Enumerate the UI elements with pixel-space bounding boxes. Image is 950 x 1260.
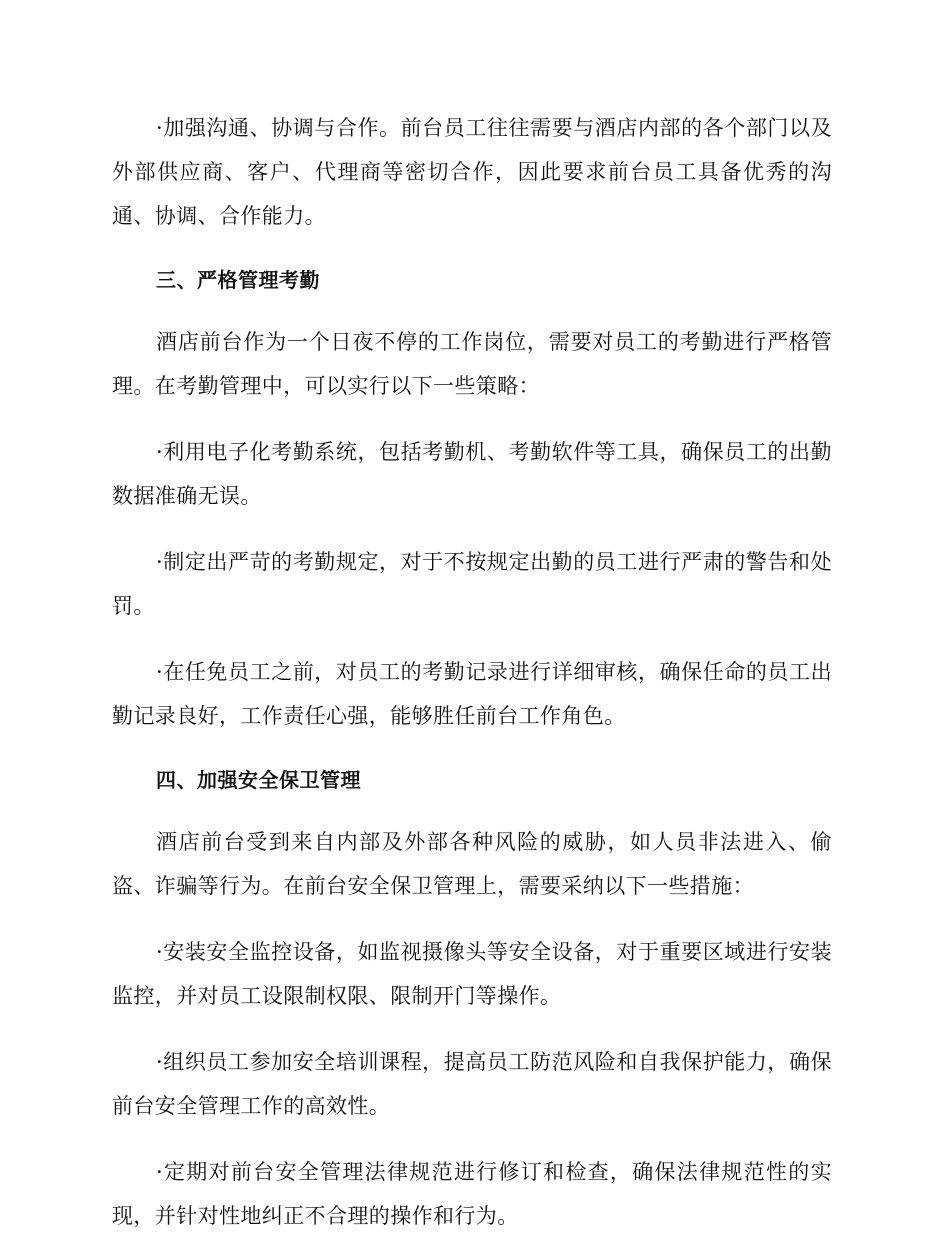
section-heading-attendance: 三、严格管理考勤 (156, 268, 320, 292)
paragraph-attendance-review: ·在任免员工之前，对员工的考勤记录进行详细审核，确保任命的员工出勤记录良好，工作责任心强，能够胜任前台工作角色。 (112, 660, 832, 728)
paragraph-security-regulation: ·定期对前台安全管理法律规范进行修订和检查，确保法律规范性的实现，并针对性地纠正不合理的操作和行为。 (112, 1160, 832, 1228)
paragraph-security-intro: 酒店前台受到来自内部及外部各种风险的威胁，如人员非法进入、偷盗、诈骗等行为。在前台安全保卫管理上，需要采纳以下一些措施： (112, 830, 832, 898)
paragraph-communication: ·加强沟通、协调与合作。前台员工往往需要与酒店内部的各个部门以及外部供应商、客户、代理商等密切合作，因此要求前台员工具备优秀的沟通、协调、合作能力。 (112, 116, 832, 228)
paragraph-attendance-intro: 酒店前台作为一个日夜不停的工作岗位，需要对员工的考勤进行严格管理。在考勤管理中，可以实行以下一些策略： (112, 330, 832, 398)
paragraph-security-monitoring: ·安装安全监控设备，如监视摄像头等安全设备，对于重要区域进行安装监控，并对员工设限制权限、限制开门等操作。 (112, 940, 832, 1008)
paragraph-attendance-rules: ·制定出严苛的考勤规定，对于不按规定出勤的员工进行严肃的警告和处罚。 (112, 550, 832, 618)
section-heading-security: 四、加强安全保卫管理 (156, 768, 361, 792)
paragraph-attendance-system: ·利用电子化考勤系统，包括考勤机、考勤软件等工具，确保员工的出勤数据准确无误。 (112, 440, 832, 508)
paragraph-security-training: ·组织员工参加安全培训课程，提高员工防范风险和自我保护能力，确保前台安全管理工作的高效性。 (112, 1050, 832, 1118)
document-body (112, 106, 832, 1260)
